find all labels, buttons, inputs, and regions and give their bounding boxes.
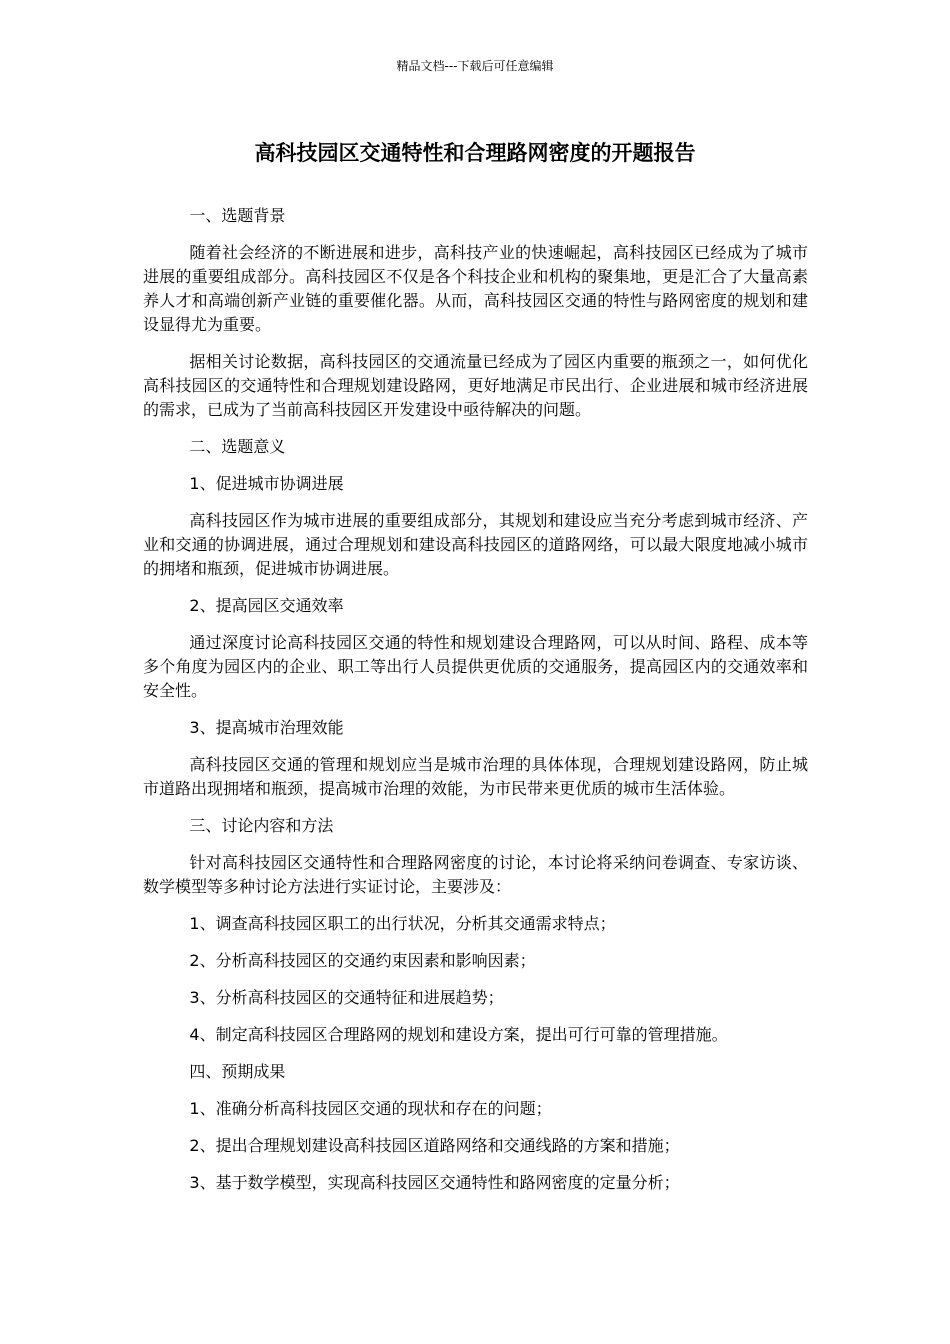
list-item: 2、分析高科技园区的交通约束因素和影响因素；: [189, 951, 536, 970]
list-item: 1、准确分析高科技园区交通的现状和存在的问题；: [189, 1099, 552, 1118]
section-heading: 一、选题背景: [189, 206, 286, 225]
section-heading: 四、预期成果: [189, 1062, 286, 1081]
paragraph: 通过深度讨论高科技园区交通的特性和规划建设合理路网，可以从时间、路程、成本等多个角度为园区内的企业、职工等出行人员提供更优质的交通服务，提高园区内的交通效率和安全性。: [143, 633, 808, 700]
document-title: 高科技园区交通特性和合理路网密度的开题报告: [254, 141, 696, 165]
list-item: 4、制定高科技园区合理路网的规划和建设方案，提出可行可靠的管理措施。: [189, 1025, 728, 1044]
page-header: 精品文档---下载后可任意编辑: [396, 59, 554, 73]
subsection-heading: 1、促进城市协调进展: [189, 474, 344, 493]
list-item: 1、调查高科技园区职工的出行状况，分析其交通需求特点；: [189, 914, 616, 933]
paragraph: 针对高科技园区交通特性和合理路网密度的讨论，本讨论将采纳问卷调查、专家访谈、数学模型等多种讨论方法进行实证讨论，主要涉及：: [143, 853, 808, 896]
paragraph: 高科技园区作为城市进展的重要组成部分，其规划和建设应当充分考虑到城市经济、产业和交通的协调进展，通过合理规划和建设高科技园区的道路网络，可以最大限度地减小城市的拥堵和瓶颈，促进城市协调进展。: [143, 511, 808, 578]
subsection-heading: 3、提高城市治理效能: [189, 718, 344, 737]
paragraph: 据相关讨论数据，高科技园区的交通流量已经成为了园区内重要的瓶颈之一，如何优化高科技园区的交通特性和合理规划建设路网，更好地满足市民出行、企业进展和城市经济进展的需求，已成为了当前高科技园区开发建设中亟待解决的问题。: [143, 352, 808, 419]
paragraph: 随着社会经济的不断进展和进步，高科技产业的快速崛起，高科技园区已经成为了城市进展的重要组成部分。高科技园区不仅是各个科技企业和机构的聚集地，更是汇合了大量高素养人才和高端创新产业链的重要催化器。从而，高科技园区交通的特性与路网密度的规划和建设显得尤为重要。: [143, 243, 808, 334]
paragraph: 高科技园区交通的管理和规划应当是城市治理的具体体现，合理规划建设路网，防止城市道路出现拥堵和瓶颈，提高城市治理的效能，为市民带来更优质的城市生活体验。: [143, 755, 808, 798]
section-heading: 二、选题意义: [189, 437, 286, 456]
list-item: 2、提出合理规划建设高科技园区道路网络和交通线路的方案和措施；: [189, 1136, 680, 1155]
list-item: 3、分析高科技园区的交通特征和进展趋势；: [189, 988, 504, 1007]
subsection-heading: 2、提高园区交通效率: [189, 596, 344, 615]
section-heading: 三、讨论内容和方法: [189, 816, 334, 835]
list-item: 3、基于数学模型，实现高科技园区交通特性和路网密度的定量分析；: [189, 1173, 680, 1192]
document-body: [143, 204, 808, 1208]
